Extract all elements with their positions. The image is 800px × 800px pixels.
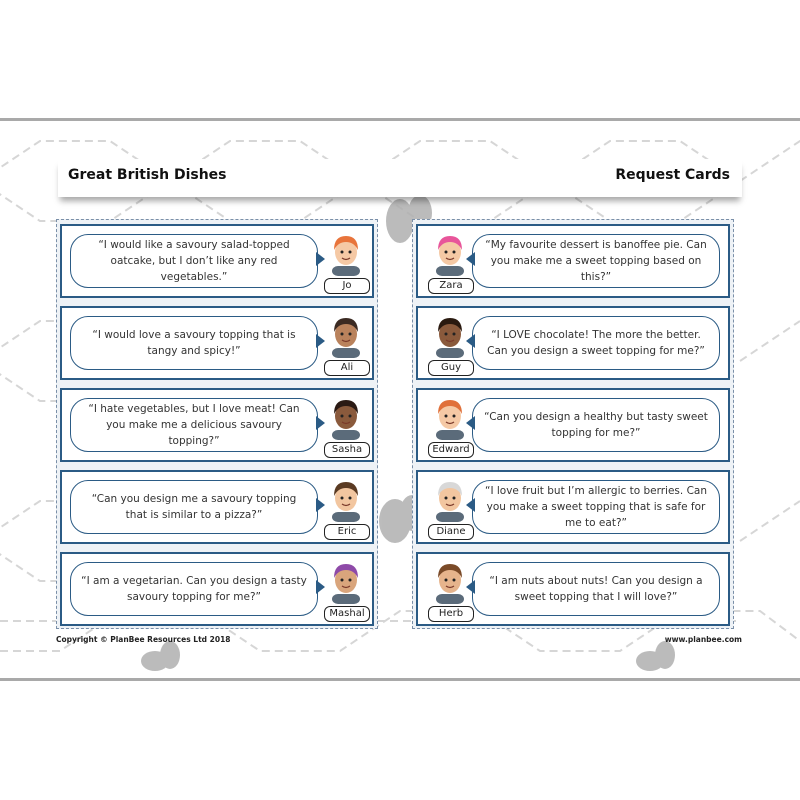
request-card xyxy=(60,552,374,626)
character-name-tag: Jo xyxy=(324,278,370,294)
request-card xyxy=(60,388,374,462)
speech-bubble: “I LOVE chocolate! The more the better. Can you design a sweet topping for me?” xyxy=(472,316,720,370)
worksheet-title: Great British Dishes xyxy=(68,167,227,183)
request-card xyxy=(416,224,730,298)
request-card xyxy=(60,224,374,298)
speech-bubble: “I would love a savoury topping that is tangy and spicy!” xyxy=(70,316,318,370)
character-avatar-icon xyxy=(324,312,368,358)
request-card xyxy=(60,306,374,380)
website-link[interactable]: www.planbee.com xyxy=(664,635,742,644)
speech-bubble: “Can you design a healthy but tasty sweet topping for me?” xyxy=(472,398,720,452)
character-name-tag: Eric xyxy=(324,524,370,540)
character-name-tag: Ali xyxy=(324,360,370,376)
character-avatar-icon xyxy=(428,312,472,358)
speech-bubble: “I hate vegetables, but I love meat! Can you make me a delicious savoury topping?” xyxy=(70,398,318,452)
worksheet-subtitle: Request Cards xyxy=(615,167,730,183)
character-name-tag: Mashal xyxy=(324,606,370,622)
left-card-column xyxy=(56,219,378,629)
copyright-text: Copyright © PlanBee Resources Ltd 2018 xyxy=(56,635,231,644)
character-avatar-icon xyxy=(324,394,368,440)
right-card-column xyxy=(412,219,734,629)
speech-bubble: “I love fruit but I’m allergic to berries. Can you make a sweet topping that is safe for me to eat?” xyxy=(472,480,720,534)
character-name-tag: Herb xyxy=(428,606,474,622)
character-avatar-icon xyxy=(428,476,472,522)
header-bar xyxy=(58,159,742,197)
character-avatar-icon xyxy=(324,476,368,522)
speech-bubble: “My favourite dessert is banoffee pie. Can you make me a sweet topping based on this?” xyxy=(472,234,720,288)
request-card xyxy=(416,470,730,544)
character-name-tag: Diane xyxy=(428,524,474,540)
character-name-tag: Zara xyxy=(428,278,474,294)
character-avatar-icon xyxy=(324,558,368,604)
request-card xyxy=(416,306,730,380)
speech-bubble: “I am nuts about nuts! Can you design a sweet topping that I will love?” xyxy=(472,562,720,616)
request-card xyxy=(416,388,730,462)
character-avatar-icon xyxy=(428,230,472,276)
character-name-tag: Guy xyxy=(428,360,474,376)
speech-bubble: “I am a vegetarian. Can you design a tasty savoury topping for me?” xyxy=(70,562,318,616)
character-name-tag: Edward xyxy=(428,442,474,458)
character-avatar-icon xyxy=(324,230,368,276)
request-card xyxy=(416,552,730,626)
character-name-tag: Sasha xyxy=(324,442,370,458)
worksheet-page xyxy=(0,118,800,681)
character-avatar-icon xyxy=(428,394,472,440)
speech-bubble: “Can you design me a savoury topping that is similar to a pizza?” xyxy=(70,480,318,534)
speech-bubble: “I would like a savoury salad-topped oatcake, but I don’t like any red vegetables.” xyxy=(70,234,318,288)
request-card xyxy=(60,470,374,544)
character-avatar-icon xyxy=(428,558,472,604)
